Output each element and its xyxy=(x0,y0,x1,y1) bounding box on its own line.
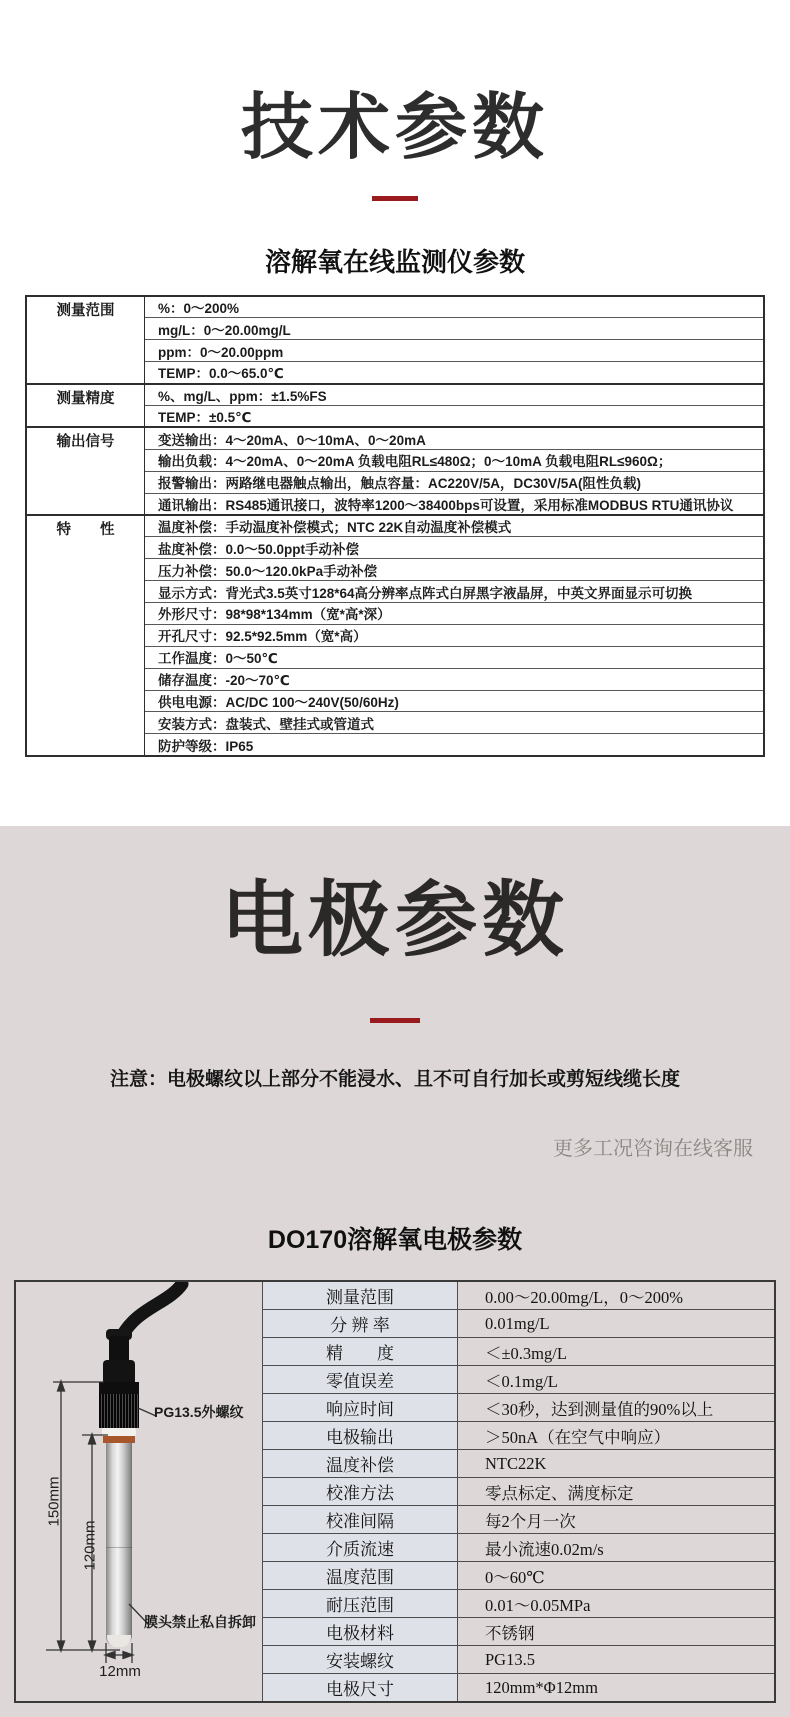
electrode-params-title: 电极参数 xyxy=(220,875,569,966)
param-label: 温度补偿 xyxy=(263,1450,458,1478)
param-value: 零点标定、满度标定 xyxy=(458,1478,776,1506)
param-value: 变送输出：4～20mA、0～10mA、0～20mA xyxy=(145,427,765,449)
param-value: 最小流速0.02m/s xyxy=(458,1534,776,1562)
param-value: ＜0.1mg/L xyxy=(458,1366,776,1394)
param-value: NTC22K xyxy=(458,1450,776,1478)
param-label: 介质流速 xyxy=(263,1534,458,1562)
param-value: 0.01～0.05MPa xyxy=(458,1590,776,1618)
param-value: 显示方式：背光式3.5英寸128*64高分辨率点阵式白屏黑字液晶屏，中英文界面显示可切换 xyxy=(145,581,765,603)
param-value: 报警输出：两路继电器触点输出，触点容量：AC220V/5A，DC30V/5A(阻性负载) xyxy=(145,471,765,493)
param-label: 温度范围 xyxy=(263,1562,458,1590)
tip-annotation: 膜头禁止私自拆卸 xyxy=(144,1614,256,1630)
param-label: 电极材料 xyxy=(263,1618,458,1646)
param-value: %、mg/L、ppm：±1.5%FS xyxy=(145,384,765,406)
table-row xyxy=(26,296,764,318)
param-label: 校准方法 xyxy=(263,1478,458,1506)
electrode-photo xyxy=(16,1282,262,1687)
table-row xyxy=(26,384,764,406)
param-value: 通讯输出：RS485通讯接口，波特率1200～38400bps可设置，采用标准MODBUS RTU通讯协议 xyxy=(145,493,765,515)
param-label: 精 度 xyxy=(263,1338,458,1366)
param-value: 温度补偿：手动温度补偿模式；NTC 22K自动温度补偿模式 xyxy=(145,515,765,537)
param-value: 0.01mg/L xyxy=(458,1310,776,1338)
dim-label-150mm: 150mm xyxy=(45,1476,63,1527)
param-value: 0.00～20.00mg/L，0～200% xyxy=(458,1281,776,1310)
param-label: 校准间隔 xyxy=(263,1506,458,1534)
table-row xyxy=(15,1281,775,1310)
param-label: 电极尺寸 xyxy=(263,1674,458,1703)
param-value: PG13.5 xyxy=(458,1646,776,1674)
param-value: mg/L：0～20.00mg/L xyxy=(145,318,765,340)
caution-note: 注意：电极螺纹以上部分不能浸水、且不可自行加长或剪短线缆长度 xyxy=(109,1069,680,1090)
param-label: 电极输出 xyxy=(263,1422,458,1450)
table-row xyxy=(26,427,764,449)
param-value: 安装方式：盘装式、壁挂式或管道式 xyxy=(145,712,765,734)
param-value: TEMP：±0.5℃ xyxy=(145,405,765,427)
param-value: ppm：0～20.00ppm xyxy=(145,340,765,362)
param-label: 安装螺纹 xyxy=(263,1646,458,1674)
param-value: 开孔尺寸：92.5*92.5mm（宽*高） xyxy=(145,624,765,646)
table-row xyxy=(26,515,764,537)
param-value: ＜±0.3mg/L xyxy=(458,1338,776,1366)
param-value: 压力补偿：50.0～120.0kPa手动补偿 xyxy=(145,559,765,581)
thread-annotation: PG13.5外螺纹 xyxy=(154,1404,244,1420)
param-value: 工作温度：0～50℃ xyxy=(145,646,765,668)
param-label: 测量范围 xyxy=(263,1281,458,1310)
dim-label-12mm: 12mm xyxy=(99,1663,141,1680)
param-label: 响应时间 xyxy=(263,1394,458,1422)
param-value: 盐度补偿：0.0～50.0ppt手动补偿 xyxy=(145,537,765,559)
dim-label-120mm: 120mm xyxy=(81,1520,99,1571)
param-group-label: 测量范围 xyxy=(26,296,145,384)
param-value: 储存温度：-20～70℃ xyxy=(145,668,765,690)
param-value: 输出负载：4～20mA、0～20mA 负载电阻RL≤480Ω；0～10mA 负载电阻RL≤960Ω； xyxy=(145,449,765,471)
param-value: ＞50nA（在空气中响应） xyxy=(458,1422,776,1450)
electrode-table-title: DO170溶解氧电极参数 xyxy=(267,1226,523,1254)
monitor-params-subtitle: 溶解氧在线监测仪参数 xyxy=(264,247,525,277)
param-group-label: 输出信号 xyxy=(26,427,145,515)
param-group-label: 特 性 xyxy=(26,515,145,756)
param-value: TEMP：0.0～65.0℃ xyxy=(145,362,765,384)
service-hint: 更多工况咨询在线客服 xyxy=(553,1138,753,1160)
electrode-params-table xyxy=(14,1280,776,1703)
param-label: 耐压范围 xyxy=(263,1590,458,1618)
tech-params-section xyxy=(0,0,790,826)
param-value: 防护等级：IP65 xyxy=(145,734,765,756)
red-divider-bottom xyxy=(370,1018,420,1023)
param-value: 供电电源：AC/DC 100～240V(50/60Hz) xyxy=(145,690,765,712)
param-label: 零值误差 xyxy=(263,1366,458,1394)
tech-params-title: 技术参数 xyxy=(240,88,549,168)
param-value: 外形尺寸：98*98*134mm（宽*高*深） xyxy=(145,602,765,624)
param-value: %：0～200% xyxy=(158,301,240,317)
param-label: 分 辨 率 xyxy=(263,1310,458,1338)
param-group-label: 测量精度 xyxy=(26,384,145,428)
param-value: 0～60℃ xyxy=(458,1562,776,1590)
monitor-params-table xyxy=(25,295,765,757)
electrode-image-cell xyxy=(15,1281,263,1702)
param-value: ＜30秒，达到测量值的90%以上 xyxy=(458,1394,776,1422)
red-divider-top xyxy=(372,196,418,201)
param-value: 120mm*Φ12mm xyxy=(458,1674,776,1703)
param-value: 不锈钢 xyxy=(458,1618,776,1646)
param-value: 每2个月一次 xyxy=(458,1506,776,1534)
